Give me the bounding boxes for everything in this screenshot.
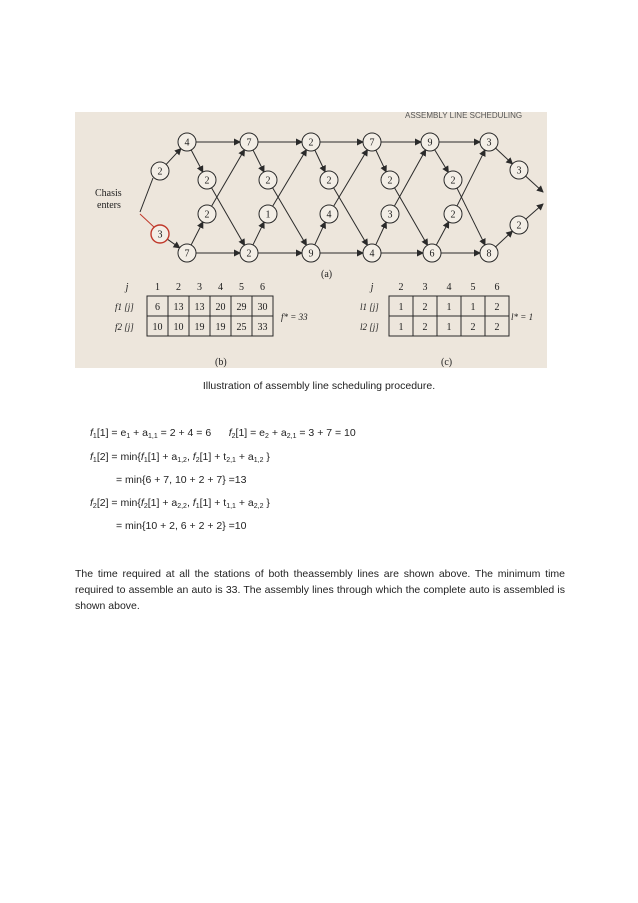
- line2-station-3-label: 9: [308, 248, 314, 260]
- line1-station-4-label: 7: [369, 137, 375, 149]
- table-b-cell-2-6: 33: [257, 322, 268, 333]
- edge-up-to-transfer-2: [253, 150, 264, 172]
- table-b-result: f* = 33: [281, 312, 308, 322]
- transfer-upper-4-label: 2: [387, 175, 393, 187]
- table-c-header-1: 2: [398, 282, 404, 293]
- diagram-edges: [140, 142, 543, 253]
- transfer-upper-2-label: 2: [265, 175, 271, 187]
- entry-arrow-lower: [140, 214, 155, 228]
- exit-time-2-label: 2: [516, 220, 522, 232]
- line2-station-6-label: 8: [486, 248, 492, 260]
- table-b-header-4: 4: [218, 282, 223, 293]
- table-c-row-label-2: l2 [j]: [360, 322, 379, 332]
- table-c-cell-1-5: 2: [494, 302, 500, 313]
- edge-up-to-transfer-1: [191, 150, 203, 172]
- edge-s6-exit1: [496, 148, 513, 164]
- table-b-header-6: 6: [260, 282, 265, 293]
- chasis-label-line2: enters: [97, 200, 121, 211]
- table-b-header-3: 3: [197, 282, 202, 293]
- label-b: (b): [215, 357, 227, 368]
- equation-f1-2-result: = min{6 + 7, 10 + 2 + 7} =13: [116, 474, 247, 486]
- edge-transfer-to-down-2: [273, 188, 307, 245]
- table-c-header-label: j: [370, 282, 374, 293]
- table-b-cell-1-4: 20: [215, 302, 226, 313]
- line2-station-5-label: 6: [429, 248, 435, 260]
- table-b-cell-2-1: 10: [152, 322, 163, 333]
- line1-station-1-label: 4: [184, 137, 190, 149]
- table-c-cell-1-3: 1: [446, 302, 452, 313]
- label-c: (c): [441, 357, 453, 368]
- edge-transfer-to-up-2: [273, 150, 307, 207]
- edge-down-to-transfer-2: [253, 222, 264, 245]
- table-b-row-label-2: f2 [j]: [115, 322, 134, 332]
- edge-transfer-to-down-1: [211, 188, 244, 245]
- edge-transfer-to-up-1: [212, 150, 245, 206]
- table-b-header-2: 2: [176, 282, 181, 293]
- transfer-lower-3-label: 4: [326, 209, 332, 221]
- table-c-header-4: 5: [470, 282, 476, 293]
- table-c-cell-2-3: 1: [446, 322, 452, 333]
- edge-down-to-transfer-4: [376, 222, 386, 245]
- table-c-header-5: 6: [494, 282, 500, 293]
- transfer-upper-3-label: 2: [326, 175, 332, 187]
- transfer-lower-2-label: 1: [265, 209, 271, 221]
- table-c-cell-1-4: 1: [470, 302, 476, 313]
- table-b-cell-1-2: 13: [173, 302, 184, 313]
- body-paragraph: The time required at all the stations of both theassembly lines are shown above. The minimum time required to assemble an auto is 33. The assembly lines through which the complete auto is assembled is shown above.: [75, 568, 565, 612]
- table-c-cell-2-4: 2: [470, 322, 476, 333]
- line1-station-5-label: 9: [427, 137, 433, 149]
- transfer-upper-5-label: 2: [450, 175, 456, 187]
- edge-exit2-out: [526, 204, 543, 219]
- table-c-result: l* = 1: [511, 312, 534, 322]
- table-c-header-2: 3: [422, 282, 428, 293]
- table-b-cell-2-2: 10: [173, 322, 184, 333]
- table-c-cell-2-1: 1: [398, 322, 404, 333]
- table-b-header-5: 5: [239, 282, 244, 293]
- table-c-cell-2-5: 2: [494, 322, 500, 333]
- table-b-row-label-1: f1 [j]: [115, 302, 134, 312]
- label-a: (a): [321, 269, 333, 280]
- faded-header-text: ASSEMBLY LINE SCHEDULING: [405, 112, 523, 120]
- assembly-line-figure: [75, 112, 547, 368]
- edge-up-to-transfer-4: [376, 150, 386, 172]
- edge-up-to-transfer-3: [315, 150, 325, 172]
- table-c-cell-1-2: 2: [422, 302, 428, 313]
- table-b-cell-1-1: 6: [155, 302, 160, 313]
- edge-up-to-transfer-5: [435, 150, 449, 173]
- entry-time-1-label: 2: [157, 166, 163, 178]
- edge-exit1-out: [526, 176, 543, 192]
- transfer-lower-5-label: 2: [450, 209, 456, 221]
- table-b-header-label: j: [125, 282, 129, 293]
- transfer-lower-4-label: 3: [387, 209, 393, 221]
- equation-f1-1: $f_1[1] = e_1 + a_{1,1} = 2 + 4 = 6$ $f_2[1] = e_2 + a_{2,1} = 3 + 7 = 10$: [90, 427, 356, 440]
- line1-station-3-label: 2: [308, 137, 314, 149]
- transfer-lower-1-label: 2: [204, 209, 210, 221]
- table-b-cell-1-5: 29: [236, 302, 247, 313]
- edge-transfer-to-up-3: [334, 150, 368, 207]
- table-c-header-3: 4: [446, 282, 452, 293]
- line1-station-2-label: 7: [246, 137, 252, 149]
- table-b-cell-2-3: 19: [194, 322, 205, 333]
- line2-station-1-label: 7: [184, 248, 190, 260]
- line1-station-6-label: 3: [486, 137, 492, 149]
- table-b-cell-2-4: 19: [215, 322, 226, 333]
- equation-f2-2: $f_2[2] = \min\{f_2[1] + a_{2,2}$, $f_1[1] + t_{1,1} + a_{2,2}$ }: [90, 497, 270, 510]
- table-b-cell-1-6: 30: [257, 302, 268, 313]
- entry-time-2-label: 3: [157, 229, 163, 241]
- equation-f2-2-result: = min{10 + 2, 6 + 2 + 2} =10: [116, 520, 247, 532]
- table-c-row-label-1: l1 [j]: [360, 302, 379, 312]
- edge-s6-exit2: [496, 231, 513, 247]
- equation-f1-2: $f_1[2] = \min\{f_1[1] + a_{1,2}$, $f_2[1] + t_{2,1} + a_{1,2}$ }: [90, 451, 270, 464]
- line2-station-2-label: 2: [246, 248, 252, 260]
- table-b-cell-1-3: 13: [194, 302, 205, 313]
- table-c-cell-2-2: 2: [422, 322, 428, 333]
- edge-down-to-transfer-3: [315, 222, 325, 245]
- exit-time-1-label: 3: [516, 165, 522, 177]
- assembly-line-diagram: [75, 112, 547, 368]
- diagram-tables: [115, 282, 533, 336]
- line2-station-4-label: 4: [369, 248, 375, 260]
- chasis-label-line1: Chasis: [95, 188, 122, 199]
- edge-transfer-to-down-3: [334, 188, 368, 245]
- table-c-cell-1-1: 1: [398, 302, 404, 313]
- table-b-header-1: 1: [155, 282, 160, 293]
- entry-arrow-upper: [140, 178, 153, 212]
- edge-down-to-transfer-5: [436, 222, 448, 245]
- table-b-cell-2-5: 25: [236, 322, 247, 333]
- edge-entry1-s1: [166, 149, 181, 165]
- edge-down-to-transfer-1: [191, 222, 203, 245]
- figure-caption: Illustration of assembly line scheduling procedure.: [202, 380, 436, 392]
- edge-entry2-s1: [167, 239, 179, 248]
- transfer-upper-1-label: 2: [204, 175, 210, 187]
